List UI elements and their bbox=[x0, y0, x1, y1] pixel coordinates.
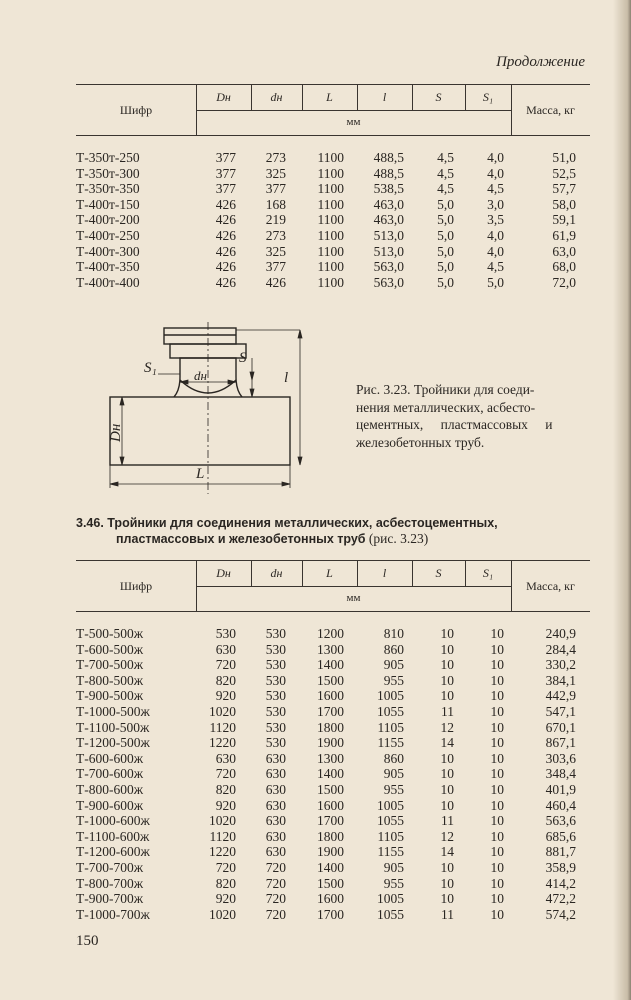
header-code: Шифр bbox=[119, 579, 153, 593]
table-cell: 1020 bbox=[209, 703, 236, 719]
table-cell: 284,4 bbox=[545, 641, 576, 657]
table-cell: 1120 bbox=[209, 828, 236, 844]
header-S: S bbox=[435, 90, 442, 104]
table-cell: 1155 bbox=[377, 844, 404, 860]
header-S: S bbox=[435, 566, 442, 580]
table-cell: 10 bbox=[440, 781, 454, 797]
table-column bbox=[520, 150, 576, 290]
table-column bbox=[244, 150, 286, 290]
table-cell: 1600 bbox=[317, 797, 344, 813]
table-cell: 68,0 bbox=[552, 259, 576, 275]
table-cell: 720 bbox=[265, 875, 286, 891]
table-cell: 51,0 bbox=[552, 150, 576, 165]
row-code: Т-400т-250 bbox=[76, 227, 140, 243]
table-cell: 1100 bbox=[317, 150, 344, 165]
table-cell: 630 bbox=[265, 750, 286, 766]
table-cell: 10 bbox=[490, 781, 504, 797]
table-cell: 1600 bbox=[317, 688, 344, 704]
table-cell: 10 bbox=[440, 750, 454, 766]
table-cell: 920 bbox=[215, 688, 236, 704]
header-mass: Масса, кг bbox=[526, 579, 575, 593]
table-cell: 513,0 bbox=[373, 227, 404, 243]
main-pipe-outline bbox=[110, 397, 290, 465]
table-cell: 5,0 bbox=[437, 259, 454, 275]
figure-caption bbox=[356, 381, 588, 451]
table1-header bbox=[76, 84, 590, 136]
table-cell: 881,7 bbox=[545, 844, 576, 860]
table-cell: 1500 bbox=[317, 875, 344, 891]
table-cell: 530 bbox=[265, 688, 286, 704]
table-cell: 5,0 bbox=[437, 212, 454, 228]
table-cell: 12 bbox=[440, 828, 454, 844]
table-cell: 3,0 bbox=[487, 196, 504, 212]
table-cell: 920 bbox=[215, 891, 236, 907]
table-cell: 4,5 bbox=[437, 181, 454, 197]
table-cell: 10 bbox=[440, 672, 454, 688]
table-cell: 52,5 bbox=[552, 165, 576, 181]
caption-line: Рис. 3.23. Тройники для соеди- bbox=[356, 382, 535, 397]
table-cell: 4,5 bbox=[437, 165, 454, 181]
table-cell: 563,0 bbox=[373, 259, 404, 275]
table-cell: 670,1 bbox=[545, 719, 576, 735]
table-cell: 4,0 bbox=[487, 165, 504, 181]
table-cell: 820 bbox=[215, 875, 236, 891]
label-S1: S₁ bbox=[144, 360, 157, 376]
table-cell: 377 bbox=[265, 259, 286, 275]
table-cell: 273 bbox=[265, 227, 286, 243]
table-cell: 530 bbox=[265, 657, 286, 673]
table-cell: 426 bbox=[215, 227, 236, 243]
page-number: 150 bbox=[76, 933, 99, 949]
table-cell: 11 bbox=[441, 703, 454, 719]
section-title bbox=[76, 515, 596, 547]
table-cell: 426 bbox=[215, 259, 236, 275]
table-cell: 63,0 bbox=[552, 243, 576, 259]
table-cell: 1300 bbox=[317, 641, 344, 657]
table-cell: 1700 bbox=[317, 813, 344, 829]
table-cell: 168 bbox=[265, 196, 286, 212]
tee-drawing-figure bbox=[100, 322, 310, 494]
table-cell: 1020 bbox=[209, 813, 236, 829]
table-cell: 10 bbox=[490, 750, 504, 766]
table-cell: 426 bbox=[215, 196, 236, 212]
caption-line: нения металлических, асбесто- bbox=[356, 399, 536, 415]
table2-header bbox=[76, 560, 590, 612]
table-cell: 547,1 bbox=[545, 703, 576, 719]
table-cell: 463,0 bbox=[373, 196, 404, 212]
table-cell: 720 bbox=[265, 906, 286, 922]
table-cell: 1400 bbox=[317, 657, 344, 673]
table-cell: 1005 bbox=[377, 688, 404, 704]
table-cell: 630 bbox=[265, 797, 286, 813]
table-column bbox=[300, 150, 344, 290]
row-code: Т-700-700ж bbox=[76, 859, 144, 875]
header-Dn: Dн bbox=[216, 90, 231, 104]
table-cell: 10 bbox=[490, 672, 504, 688]
table-cell: 14 bbox=[440, 735, 454, 751]
table-cell: 240,9 bbox=[545, 626, 576, 641]
table-cell: 1100 bbox=[317, 227, 344, 243]
table-cell: 810 bbox=[383, 626, 404, 641]
table-cell: 1120 bbox=[209, 719, 236, 735]
table-column bbox=[76, 150, 186, 290]
table-cell: 10 bbox=[490, 703, 504, 719]
row-code: Т-600-500ж bbox=[76, 641, 144, 657]
row-code: Т-800-700ж bbox=[76, 875, 144, 891]
table-cell: 14 bbox=[440, 844, 454, 860]
table-cell: 630 bbox=[215, 641, 236, 657]
table-cell: 1055 bbox=[377, 906, 404, 922]
header-l: l bbox=[382, 566, 387, 580]
table-cell: 10 bbox=[440, 891, 454, 907]
row-code: Т-900-600ж bbox=[76, 797, 144, 813]
table-cell: 5,0 bbox=[487, 274, 504, 290]
table-cell: 720 bbox=[215, 859, 236, 875]
table-column bbox=[244, 626, 286, 922]
header-mass: Масса, кг bbox=[526, 103, 575, 117]
label-dn: dн bbox=[194, 368, 207, 383]
table-cell: 1900 bbox=[317, 844, 344, 860]
table-column bbox=[196, 150, 236, 290]
table-cell: 488,5 bbox=[373, 150, 404, 165]
table-cell: 377 bbox=[215, 181, 236, 197]
row-code: Т-800-600ж bbox=[76, 781, 144, 797]
row-code: Т-800-500ж bbox=[76, 672, 144, 688]
table-cell: 1005 bbox=[377, 891, 404, 907]
table-cell: 325 bbox=[265, 165, 286, 181]
table-cell: 1155 bbox=[377, 735, 404, 751]
table-cell: 10 bbox=[440, 641, 454, 657]
header-dn: dн bbox=[270, 90, 283, 104]
table-cell: 1100 bbox=[317, 259, 344, 275]
table-cell: 563,6 bbox=[545, 813, 576, 829]
header-unit: мм bbox=[346, 592, 361, 604]
row-code: Т-400т-400 bbox=[76, 274, 140, 290]
table-cell: 630 bbox=[265, 844, 286, 860]
table-cell: 563,0 bbox=[373, 274, 404, 290]
table-cell: 530 bbox=[215, 626, 236, 641]
row-code: Т-1200-600ж bbox=[76, 844, 150, 860]
table-cell: 12 bbox=[440, 719, 454, 735]
table-cell: 1100 bbox=[317, 181, 344, 197]
row-code: Т-1100-600ж bbox=[76, 828, 150, 844]
table-column bbox=[196, 626, 236, 922]
table-cell: 513,0 bbox=[373, 243, 404, 259]
table-cell: 442,9 bbox=[545, 688, 576, 704]
table-cell: 325 bbox=[265, 243, 286, 259]
tee-drawing bbox=[100, 322, 310, 494]
table-cell: 10 bbox=[440, 657, 454, 673]
table-column bbox=[420, 626, 454, 922]
table-cell: 10 bbox=[490, 719, 504, 735]
row-code: Т-1000-700ж bbox=[76, 906, 150, 922]
table-cell: 5,0 bbox=[437, 196, 454, 212]
table-cell: 472,2 bbox=[545, 891, 576, 907]
header-unit: мм bbox=[346, 116, 361, 128]
table-column bbox=[470, 150, 504, 290]
table-cell: 905 bbox=[383, 859, 404, 875]
table-cell: 3,5 bbox=[487, 212, 504, 228]
table-cell: 1300 bbox=[317, 750, 344, 766]
row-code: Т-900-700ж bbox=[76, 891, 144, 907]
table-cell: 401,9 bbox=[545, 781, 576, 797]
row-code: Т-1200-500ж bbox=[76, 735, 150, 751]
table-cell: 1020 bbox=[209, 906, 236, 922]
table-cell: 720 bbox=[215, 657, 236, 673]
table-cell: 10 bbox=[490, 657, 504, 673]
table-cell: 330,2 bbox=[545, 657, 576, 673]
table-cell: 1105 bbox=[377, 828, 404, 844]
table-cell: 905 bbox=[383, 766, 404, 782]
table-cell: 72,0 bbox=[552, 274, 576, 290]
table-cell: 720 bbox=[265, 891, 286, 907]
table-cell: 10 bbox=[490, 766, 504, 782]
row-code: Т-500-500ж bbox=[76, 626, 144, 641]
table-cell: 10 bbox=[490, 906, 504, 922]
table-cell: 10 bbox=[440, 797, 454, 813]
row-code: Т-1000-600ж bbox=[76, 813, 150, 829]
table-cell: 1100 bbox=[317, 165, 344, 181]
table-cell: 10 bbox=[440, 688, 454, 704]
header-l: l bbox=[382, 90, 387, 104]
figure-reference: (рис. 3.23) bbox=[368, 531, 429, 546]
table-cell: 426 bbox=[215, 243, 236, 259]
table-cell: 955 bbox=[383, 875, 404, 891]
table-cell: 4,0 bbox=[487, 150, 504, 165]
table-column bbox=[300, 626, 344, 922]
table-cell: 630 bbox=[265, 828, 286, 844]
table-cell: 460,4 bbox=[545, 797, 576, 813]
table-cell: 1500 bbox=[317, 672, 344, 688]
table-cell: 59,1 bbox=[552, 212, 576, 228]
table-cell: 58,0 bbox=[552, 196, 576, 212]
row-code: Т-400т-200 bbox=[76, 212, 140, 228]
table-cell: 4,5 bbox=[487, 259, 504, 275]
table-cell: 10 bbox=[490, 859, 504, 875]
table-cell: 488,5 bbox=[373, 165, 404, 181]
table-cell: 5,0 bbox=[437, 274, 454, 290]
header-L: L bbox=[326, 90, 333, 104]
table-cell: 820 bbox=[215, 781, 236, 797]
table-cell: 10 bbox=[440, 766, 454, 782]
table-column bbox=[470, 626, 504, 922]
table-cell: 538,5 bbox=[373, 181, 404, 197]
table-cell: 1400 bbox=[317, 766, 344, 782]
table-cell: 1100 bbox=[317, 274, 344, 290]
table-cell: 426 bbox=[265, 274, 286, 290]
table-cell: 4,0 bbox=[487, 243, 504, 259]
table-cell: 685,6 bbox=[545, 828, 576, 844]
label-Dn: Dн bbox=[108, 423, 124, 442]
table-cell: 1100 bbox=[317, 243, 344, 259]
row-code: Т-700-500ж bbox=[76, 657, 144, 673]
table-cell: 10 bbox=[490, 641, 504, 657]
table-cell: 1800 bbox=[317, 719, 344, 735]
table-cell: 348,4 bbox=[545, 766, 576, 782]
table-cell: 10 bbox=[490, 626, 504, 641]
table-cell: 530 bbox=[265, 626, 286, 641]
table-cell: 530 bbox=[265, 703, 286, 719]
table-cell: 1005 bbox=[377, 797, 404, 813]
table-cell: 530 bbox=[265, 735, 286, 751]
table-cell: 1800 bbox=[317, 828, 344, 844]
table-cell: 1500 bbox=[317, 781, 344, 797]
table-column bbox=[420, 150, 454, 290]
table-cell: 10 bbox=[440, 626, 454, 641]
header-L: L bbox=[326, 566, 333, 580]
table-cell: 867,1 bbox=[545, 735, 576, 751]
table-cell: 1220 bbox=[209, 844, 236, 860]
label-S: S bbox=[239, 350, 247, 366]
table-cell: 920 bbox=[215, 797, 236, 813]
table-cell: 955 bbox=[383, 672, 404, 688]
table-cell: 377 bbox=[215, 150, 236, 165]
header-S1: S₁ bbox=[482, 566, 494, 580]
table-cell: 4,5 bbox=[437, 150, 454, 165]
table-cell: 630 bbox=[265, 781, 286, 797]
row-code: Т-400т-300 bbox=[76, 243, 140, 259]
table-cell: 377 bbox=[215, 165, 236, 181]
table-cell: 463,0 bbox=[373, 212, 404, 228]
table-cell: 1105 bbox=[377, 719, 404, 735]
continuation-label: Продолжение bbox=[496, 54, 585, 70]
table-cell: 630 bbox=[215, 750, 236, 766]
table-cell: 1200 bbox=[317, 626, 344, 641]
table-cell: 384,1 bbox=[545, 672, 576, 688]
table-cell: 5,0 bbox=[437, 243, 454, 259]
table-cell: 860 bbox=[383, 641, 404, 657]
table-cell: 10 bbox=[490, 828, 504, 844]
row-code: Т-400т-150 bbox=[76, 196, 140, 212]
table-cell: 10 bbox=[440, 875, 454, 891]
table-cell: 11 bbox=[441, 813, 454, 829]
caption-line: железобетонных труб. bbox=[356, 434, 485, 450]
label-l: l bbox=[284, 370, 289, 386]
table-cell: 574,2 bbox=[545, 906, 576, 922]
table-cell: 1900 bbox=[317, 735, 344, 751]
row-code: Т-900-500ж bbox=[76, 688, 144, 704]
table-cell: 530 bbox=[265, 641, 286, 657]
header-code: Шифр bbox=[119, 103, 153, 117]
table-cell: 414,2 bbox=[545, 875, 576, 891]
table-column bbox=[520, 626, 576, 922]
table-cell: 1600 bbox=[317, 891, 344, 907]
table-cell: 905 bbox=[383, 657, 404, 673]
header-Dn: Dн bbox=[216, 566, 231, 580]
table-cell: 530 bbox=[265, 719, 286, 735]
row-code: Т-1000-500ж bbox=[76, 703, 150, 719]
table-cell: 1100 bbox=[317, 212, 344, 228]
row-code: Т-600-600ж bbox=[76, 750, 144, 766]
table-column bbox=[76, 626, 186, 922]
table-cell: 10 bbox=[490, 891, 504, 907]
table-cell: 4,5 bbox=[487, 181, 504, 197]
header-dn: dн bbox=[270, 566, 283, 580]
table-cell: 720 bbox=[265, 859, 286, 875]
row-code: Т-700-600ж bbox=[76, 766, 144, 782]
table-cell: 10 bbox=[490, 844, 504, 860]
row-code: Т-350т-350 bbox=[76, 181, 140, 197]
row-code: Т-350т-300 bbox=[76, 165, 140, 181]
table-cell: 10 bbox=[490, 735, 504, 751]
table-cell: 1055 bbox=[377, 703, 404, 719]
table-cell: 10 bbox=[490, 688, 504, 704]
table-cell: 4,0 bbox=[487, 227, 504, 243]
section-title-line2: пластмассовых и железобетонных труб bbox=[116, 532, 366, 546]
caption-line: цементных, пластмассовых и bbox=[356, 417, 553, 432]
table-cell: 273 bbox=[265, 150, 286, 165]
table-cell: 720 bbox=[215, 766, 236, 782]
row-code: Т-350т-250 bbox=[76, 150, 140, 165]
table-cell: 1220 bbox=[209, 735, 236, 751]
table-cell: 10 bbox=[440, 859, 454, 875]
table-cell: 61,9 bbox=[552, 227, 576, 243]
table-column bbox=[350, 626, 404, 922]
table-cell: 303,6 bbox=[545, 750, 576, 766]
table-cell: 1055 bbox=[377, 813, 404, 829]
header-S1: S₁ bbox=[482, 90, 494, 104]
table-cell: 820 bbox=[215, 672, 236, 688]
table-cell: 1100 bbox=[317, 196, 344, 212]
table-cell: 10 bbox=[490, 875, 504, 891]
row-code: Т-400т-350 bbox=[76, 259, 140, 275]
table-cell: 358,9 bbox=[545, 859, 576, 875]
section-title-line1: 3.46. Тройники для соединения металлических, асбестоцементных, bbox=[76, 516, 498, 530]
table-cell: 1700 bbox=[317, 906, 344, 922]
table-cell: 5,0 bbox=[437, 227, 454, 243]
table-cell: 630 bbox=[265, 766, 286, 782]
table-cell: 630 bbox=[265, 813, 286, 829]
table-cell: 10 bbox=[490, 813, 504, 829]
row-code: Т-1100-500ж bbox=[76, 719, 150, 735]
table-cell: 57,7 bbox=[552, 181, 576, 197]
table-cell: 10 bbox=[490, 797, 504, 813]
table-cell: 1400 bbox=[317, 859, 344, 875]
label-L: L bbox=[196, 466, 205, 482]
branch-flange bbox=[164, 328, 236, 344]
table-cell: 955 bbox=[383, 781, 404, 797]
page-edge-shadow bbox=[613, 0, 631, 1000]
table-cell: 1700 bbox=[317, 703, 344, 719]
table-cell: 219 bbox=[265, 212, 286, 228]
table-cell: 11 bbox=[441, 906, 454, 922]
table-cell: 426 bbox=[215, 274, 236, 290]
table-column bbox=[350, 150, 404, 290]
table-cell: 860 bbox=[383, 750, 404, 766]
table-cell: 426 bbox=[215, 212, 236, 228]
table-cell: 530 bbox=[265, 672, 286, 688]
table-cell: 377 bbox=[265, 181, 286, 197]
